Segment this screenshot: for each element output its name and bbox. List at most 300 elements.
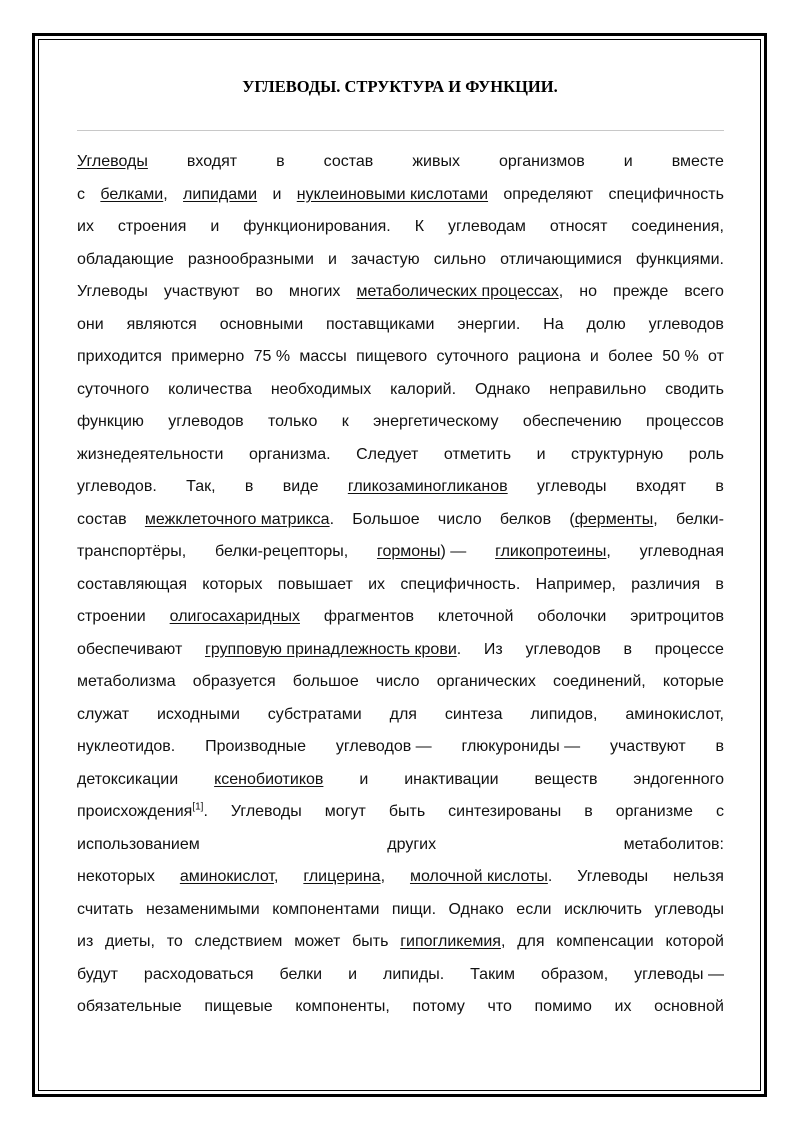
word-group bbox=[279, 959, 322, 992]
word: некоторых bbox=[77, 868, 155, 885]
word: виде bbox=[282, 478, 319, 495]
word-group bbox=[530, 699, 597, 732]
word: , bbox=[163, 185, 168, 203]
word: углеводов bbox=[525, 640, 601, 658]
word: разнообразными bbox=[187, 250, 314, 268]
word-group bbox=[662, 341, 698, 374]
word-group bbox=[536, 569, 616, 602]
word-group bbox=[193, 666, 276, 699]
word-group bbox=[77, 211, 94, 244]
word: . bbox=[547, 868, 553, 885]
word-group bbox=[571, 439, 663, 472]
word: Так, bbox=[186, 478, 216, 495]
inline-link[interactable]: олигосахаридных bbox=[169, 608, 300, 625]
word-group bbox=[243, 211, 391, 244]
word: но bbox=[579, 283, 597, 300]
text-line bbox=[77, 894, 724, 927]
word-group bbox=[249, 439, 331, 472]
word: которые bbox=[662, 673, 724, 690]
word-group bbox=[168, 406, 243, 439]
word: ) — bbox=[440, 543, 467, 560]
word-group bbox=[624, 829, 724, 862]
word: их bbox=[368, 575, 386, 593]
word-group bbox=[77, 731, 175, 764]
word-group bbox=[77, 374, 149, 407]
word-group bbox=[283, 471, 319, 504]
word: прежде bbox=[613, 283, 669, 300]
word: , bbox=[380, 868, 386, 885]
text-line bbox=[77, 699, 724, 732]
word-group bbox=[634, 959, 724, 992]
text-line bbox=[77, 601, 724, 634]
word-group bbox=[254, 341, 290, 374]
word-group bbox=[708, 341, 724, 374]
word: энергетическому bbox=[373, 413, 499, 430]
word-group bbox=[470, 959, 515, 992]
word-group bbox=[615, 991, 632, 1024]
word: неправильно bbox=[549, 380, 647, 398]
text-line bbox=[77, 374, 724, 407]
word-group bbox=[517, 926, 544, 959]
word: строения bbox=[117, 218, 187, 235]
footnote-link[interactable]: [1] bbox=[192, 801, 204, 813]
word-group bbox=[500, 504, 551, 537]
word-group bbox=[164, 276, 240, 309]
word: большое bbox=[292, 673, 359, 690]
word-group bbox=[535, 991, 592, 1024]
word-group bbox=[484, 634, 503, 667]
word: с bbox=[77, 185, 85, 203]
word-group bbox=[631, 211, 724, 244]
word-group bbox=[356, 341, 427, 374]
word: клеточной bbox=[437, 608, 514, 625]
word-group bbox=[77, 666, 176, 699]
word: обеспечению bbox=[522, 413, 622, 430]
word-group bbox=[77, 439, 223, 472]
word: организмов bbox=[499, 153, 585, 170]
word-group bbox=[77, 601, 146, 634]
word-group bbox=[673, 861, 724, 894]
word: происхождения bbox=[77, 803, 193, 820]
word-group bbox=[77, 406, 144, 439]
word-group bbox=[289, 276, 341, 309]
word: основной bbox=[654, 998, 724, 1015]
word-group bbox=[77, 179, 85, 212]
word: метаболитов: bbox=[623, 835, 724, 853]
word: Следует bbox=[356, 445, 419, 463]
word-group bbox=[77, 764, 178, 797]
word: отличающимися bbox=[500, 250, 622, 268]
word-group bbox=[461, 731, 580, 764]
word-group bbox=[655, 634, 724, 667]
word-group bbox=[368, 569, 385, 602]
word: компоненты, bbox=[295, 998, 390, 1015]
word-group bbox=[77, 341, 162, 374]
inline-link[interactable]: метаболических процессах bbox=[356, 283, 559, 300]
word-group bbox=[415, 211, 424, 244]
text-line bbox=[77, 861, 724, 894]
word-group bbox=[715, 471, 724, 504]
word: расходоваться bbox=[143, 965, 254, 983]
word: быть bbox=[352, 933, 389, 950]
word-group bbox=[77, 829, 200, 862]
word: и bbox=[348, 965, 358, 983]
word-group bbox=[537, 601, 606, 634]
word-group bbox=[553, 666, 646, 699]
word: транспортёры, bbox=[77, 543, 187, 560]
word: соединения, bbox=[631, 218, 724, 235]
text-line bbox=[77, 244, 724, 277]
word-group bbox=[205, 731, 306, 764]
word: На bbox=[543, 315, 564, 333]
word: функцию bbox=[77, 413, 144, 430]
text-line bbox=[77, 959, 724, 992]
inline-link[interactable]: нуклеиновыми кислотами bbox=[296, 185, 489, 203]
word-group bbox=[640, 536, 724, 569]
word-group bbox=[278, 569, 353, 602]
word-group bbox=[272, 894, 379, 927]
inline-link[interactable]: аминокислот bbox=[179, 868, 274, 885]
word: если bbox=[516, 900, 552, 918]
inline-link[interactable]: групповую принадлежность крови bbox=[204, 640, 457, 658]
word: глюкурониды — bbox=[461, 738, 581, 755]
word-group bbox=[118, 211, 186, 244]
inline-link[interactable]: Углеводы bbox=[77, 153, 148, 170]
word-group bbox=[437, 341, 509, 374]
word: определяют bbox=[503, 185, 594, 203]
word: незаменимыми bbox=[145, 900, 260, 918]
word-group bbox=[272, 179, 281, 212]
word: массы bbox=[299, 348, 347, 365]
word-group bbox=[77, 146, 148, 179]
word-group bbox=[577, 861, 648, 894]
word-group bbox=[328, 244, 337, 277]
word: белки-рецепторы, bbox=[214, 543, 349, 560]
word-group bbox=[77, 991, 182, 1024]
word-group bbox=[434, 244, 486, 277]
word-group bbox=[404, 764, 498, 797]
inline-link[interactable]: ксенобиотиков bbox=[214, 770, 324, 788]
word: поставщиками bbox=[326, 315, 435, 333]
word-group bbox=[186, 471, 215, 504]
word: относят bbox=[549, 218, 608, 235]
word: обладающие bbox=[77, 250, 174, 268]
word-group bbox=[77, 536, 186, 569]
text-line bbox=[77, 309, 724, 342]
word: , bbox=[606, 543, 611, 560]
word-group bbox=[616, 796, 693, 829]
word: число bbox=[375, 673, 420, 690]
text-line bbox=[77, 536, 724, 569]
word: строении bbox=[77, 608, 146, 625]
word-group bbox=[564, 894, 642, 927]
word-group bbox=[412, 146, 460, 179]
word: отметить bbox=[443, 445, 512, 463]
word: . bbox=[329, 510, 335, 528]
word-group bbox=[324, 601, 414, 634]
word: , bbox=[273, 868, 279, 885]
word: процессов bbox=[646, 413, 724, 430]
word-group bbox=[438, 504, 482, 537]
word-group bbox=[77, 309, 104, 342]
word: повышает bbox=[277, 575, 353, 593]
text-line bbox=[77, 471, 724, 504]
text-line bbox=[77, 179, 724, 212]
word-group bbox=[294, 926, 340, 959]
word: и bbox=[589, 348, 599, 365]
word: в bbox=[715, 575, 724, 593]
word-group bbox=[676, 504, 724, 537]
word-group bbox=[348, 959, 357, 992]
word: других bbox=[387, 835, 437, 853]
text-line bbox=[77, 829, 724, 862]
word: Углеводы bbox=[77, 283, 148, 300]
word: веществ bbox=[534, 770, 598, 788]
word: в bbox=[584, 803, 593, 820]
word-group bbox=[100, 179, 167, 212]
word: и bbox=[272, 185, 282, 203]
word: углеводов bbox=[168, 413, 244, 430]
word: синтезированы bbox=[448, 803, 562, 820]
word-group bbox=[356, 276, 563, 309]
word: может bbox=[294, 933, 341, 950]
word-group bbox=[348, 471, 508, 504]
word: всего bbox=[684, 283, 724, 300]
text-line bbox=[77, 991, 724, 1024]
word: Однако bbox=[448, 900, 504, 918]
word-group bbox=[523, 406, 622, 439]
word: углеводов — bbox=[335, 738, 432, 755]
word: необходимых bbox=[270, 380, 372, 398]
word: от bbox=[708, 348, 724, 365]
word: Большое bbox=[352, 510, 420, 528]
word-group bbox=[503, 179, 593, 212]
word-group bbox=[448, 796, 561, 829]
text-line bbox=[77, 406, 724, 439]
word-group bbox=[77, 796, 208, 829]
word-group bbox=[689, 439, 724, 472]
word-group bbox=[299, 341, 346, 374]
word-group bbox=[624, 634, 633, 667]
word: Углеводы bbox=[577, 868, 649, 885]
word-group bbox=[715, 731, 724, 764]
word-group bbox=[537, 471, 606, 504]
word-group bbox=[77, 861, 155, 894]
word: помимо bbox=[534, 998, 592, 1015]
word: к bbox=[341, 413, 349, 430]
word-group bbox=[326, 309, 434, 342]
inline-link[interactable]: глицерина bbox=[303, 868, 381, 885]
word: белки- bbox=[675, 510, 724, 528]
word: , bbox=[558, 283, 564, 300]
word-group bbox=[77, 699, 129, 732]
word-group bbox=[549, 374, 646, 407]
word-group bbox=[631, 569, 700, 602]
word-group bbox=[127, 309, 197, 342]
word-group bbox=[587, 309, 626, 342]
word-group bbox=[525, 634, 600, 667]
word-group bbox=[624, 146, 633, 179]
word: образуется bbox=[192, 673, 276, 690]
word-group bbox=[448, 211, 526, 244]
word: . bbox=[456, 640, 462, 658]
word: участвуют bbox=[609, 738, 686, 755]
word: соединений, bbox=[552, 673, 646, 690]
word: быть bbox=[388, 803, 426, 820]
word: метаболизма bbox=[77, 673, 176, 690]
word-group bbox=[488, 991, 512, 1024]
word: и bbox=[623, 153, 633, 170]
word-group bbox=[183, 179, 257, 212]
text-line bbox=[77, 276, 724, 309]
word: организме bbox=[615, 803, 693, 820]
word: которых bbox=[202, 575, 263, 593]
word: и bbox=[210, 218, 220, 235]
word: их bbox=[614, 998, 632, 1015]
word: жизнедеятельности bbox=[77, 445, 224, 463]
inline-link[interactable]: межклеточного матрикса bbox=[144, 510, 330, 528]
word: нельзя bbox=[673, 868, 724, 885]
word: более bbox=[608, 348, 653, 365]
word: обязательные bbox=[77, 998, 182, 1015]
word-group bbox=[633, 764, 724, 797]
word: различия bbox=[631, 575, 701, 593]
word: детоксикации bbox=[77, 770, 179, 788]
word: будут bbox=[77, 965, 118, 983]
word-group bbox=[144, 959, 254, 992]
inline-link[interactable]: гипогликемия bbox=[400, 933, 501, 950]
word: нуклеотидов. bbox=[77, 738, 176, 755]
text-line bbox=[77, 764, 724, 797]
word-group bbox=[636, 244, 724, 277]
word-group bbox=[630, 601, 724, 634]
divider bbox=[77, 130, 724, 131]
word: в bbox=[244, 478, 254, 495]
word: синтеза bbox=[444, 705, 503, 723]
word: . bbox=[203, 803, 208, 820]
word: липидов, bbox=[530, 705, 598, 723]
word: и bbox=[327, 250, 337, 268]
word: для bbox=[389, 705, 417, 723]
word: оболочки bbox=[537, 608, 607, 625]
word-group bbox=[457, 309, 520, 342]
word-group bbox=[157, 699, 240, 732]
word: количества bbox=[168, 380, 252, 398]
word-group bbox=[373, 406, 498, 439]
text-line bbox=[77, 341, 724, 374]
word: углеводы bbox=[537, 478, 607, 495]
inline-link[interactable]: молочной кислоты bbox=[409, 868, 548, 885]
word-group bbox=[646, 406, 724, 439]
word: энергии. bbox=[457, 315, 521, 333]
word: в bbox=[276, 153, 285, 170]
word-group bbox=[715, 569, 724, 602]
word-group bbox=[342, 406, 349, 439]
text-line bbox=[77, 211, 724, 244]
word: живых bbox=[412, 153, 460, 170]
word-group bbox=[352, 926, 388, 959]
word-group bbox=[336, 731, 432, 764]
word: рациона bbox=[517, 348, 581, 365]
word-group bbox=[77, 504, 127, 537]
word: вместе bbox=[671, 153, 724, 170]
word: и bbox=[359, 770, 369, 788]
word-group bbox=[550, 211, 608, 244]
word-group bbox=[649, 309, 724, 342]
word: пищи. bbox=[391, 900, 437, 918]
word: исходными bbox=[156, 705, 240, 723]
word: считать bbox=[77, 900, 134, 918]
word-group bbox=[556, 926, 653, 959]
word: сильно bbox=[433, 250, 487, 268]
word: функциями. bbox=[636, 250, 724, 268]
word-group bbox=[444, 439, 511, 472]
word: входят bbox=[186, 153, 238, 170]
word-group bbox=[268, 406, 317, 439]
inline-link[interactable]: гормоны bbox=[376, 543, 441, 560]
text-line bbox=[77, 731, 724, 764]
word: из bbox=[77, 933, 94, 950]
word: то bbox=[166, 933, 183, 950]
word: состав bbox=[323, 153, 374, 170]
word: специфичность bbox=[608, 185, 724, 203]
word-group bbox=[625, 699, 724, 732]
word: Таким bbox=[470, 965, 515, 983]
word-group bbox=[390, 374, 456, 407]
word-group bbox=[495, 536, 611, 569]
word-group bbox=[77, 569, 187, 602]
word-group bbox=[303, 861, 385, 894]
word-group bbox=[445, 699, 503, 732]
inline-link[interactable]: липидами bbox=[183, 185, 258, 203]
word-group bbox=[187, 146, 237, 179]
word: углеводы bbox=[654, 900, 724, 918]
word: углеводов. bbox=[77, 478, 157, 495]
word-group bbox=[684, 276, 724, 309]
word-group bbox=[412, 991, 464, 1024]
word: составляющая bbox=[77, 575, 187, 593]
word-group bbox=[195, 926, 283, 959]
word-group bbox=[537, 439, 546, 472]
word-group bbox=[579, 276, 597, 309]
word-group bbox=[437, 666, 536, 699]
word: Например, bbox=[535, 575, 616, 593]
word: диеты, bbox=[105, 933, 155, 950]
word-group bbox=[356, 439, 418, 472]
word: использованием bbox=[77, 835, 200, 853]
word-group bbox=[210, 211, 219, 244]
word-group bbox=[410, 861, 552, 894]
word-group bbox=[387, 829, 436, 862]
inline-link[interactable]: гликопротеины bbox=[495, 543, 607, 560]
word-group bbox=[167, 926, 183, 959]
word-group bbox=[438, 601, 514, 634]
text-line bbox=[77, 796, 724, 829]
word: К bbox=[414, 218, 425, 235]
inline-link[interactable]: ферменты bbox=[574, 510, 654, 528]
inline-link[interactable]: гликозаминогликанов bbox=[347, 478, 508, 495]
word-group bbox=[390, 699, 417, 732]
inline-link[interactable]: белками bbox=[100, 185, 164, 203]
word-group bbox=[231, 796, 302, 829]
word-group bbox=[400, 926, 505, 959]
word: обеспечивают bbox=[77, 640, 183, 658]
word-group bbox=[271, 374, 371, 407]
word: 50 % bbox=[662, 348, 699, 365]
word: являются bbox=[126, 315, 197, 333]
word-group bbox=[610, 731, 686, 764]
word-group bbox=[665, 926, 724, 959]
